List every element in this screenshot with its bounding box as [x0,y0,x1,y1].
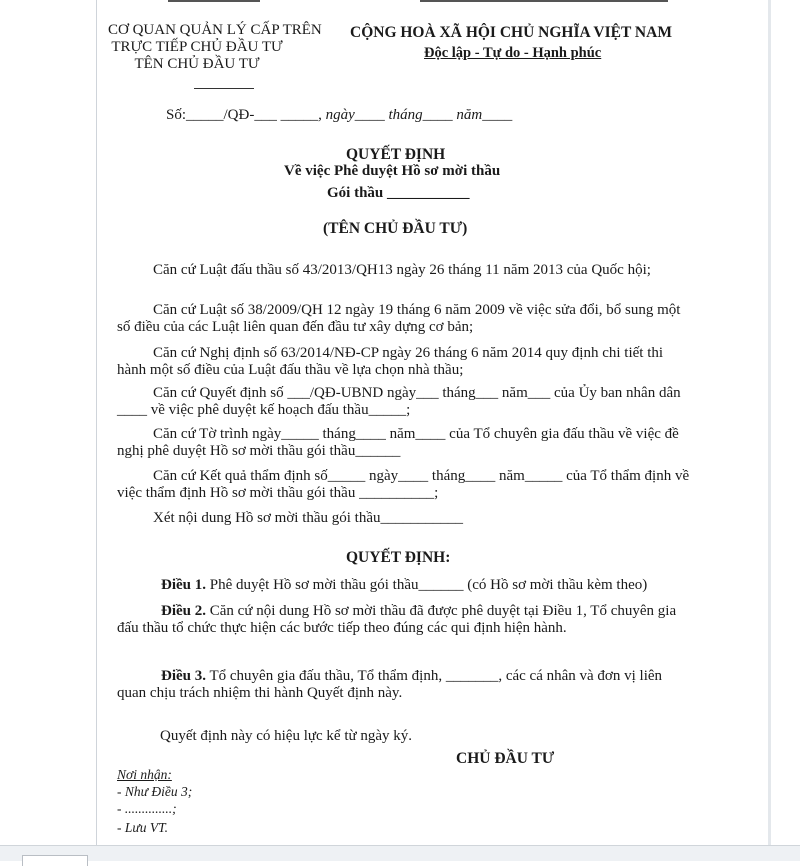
article-label: Điều 2. [161,603,206,619]
bottom-toolbar [0,845,800,861]
basis-paragraph: Căn cứ Luật đấu thầu số 43/2013/QH13 ngày 26 tháng 11 năm 2013 của Quốc hội; [153,262,651,278]
so-blanks: _____/QĐ-___ _____ [186,107,319,123]
article-2 [117,603,692,636]
agency-line: TRỰC TIẾP CHỦ ĐẦU TƯ [111,39,283,55]
basis-paragraph: Căn cứ Quyết định số ___/QĐ-UBND ngày___ tháng___ năm___ của Ủy ban nhân dân ____ về việc phê duyệt kế hoạch đấu thầu_____; [117,385,681,418]
recipient-item: - ..............; [117,801,177,816]
article-text: Tổ chuyên gia đấu thầu, Tổ thẩm định, _______, các cá nhân và đơn vị liên quan chịu trách nhiệm thi hành Quyết định này. [117,668,663,701]
agency-line: CƠ QUAN QUẢN LÝ CẤP TRÊN [108,22,322,38]
basis-paragraph: Căn cứ Luật số 38/2009/QH 12 ngày 19 tháng 6 năm 2009 về việc sửa đổi, bổ sung một số điều của các Luật liên quan đến đầu tư xây dựng cơ bản; [117,302,681,335]
national-title: CỘNG HOÀ XÃ HỘI CHỦ NGHĨA VIỆT NAM [350,24,672,41]
article-text: Phê duyệt Hồ sơ mời thầu gói thầu______ (có Hồ sơ mời thầu kèm theo) [206,577,648,593]
top-cut-line [168,0,260,2]
agency-underline [194,88,254,89]
investor-name: (TÊN CHỦ ĐẦU TƯ) [323,220,468,237]
basis-paragraph: Căn cứ Kết quả thẩm định số_____ ngày____ tháng____ năm_____ của Tổ thẩm định về việc thẩm định Hồ sơ mời thầu gói thầu __________; [117,468,690,501]
article-1 [117,577,692,594]
article-label: Điều 3. [161,668,206,684]
date-line: , ngày____ tháng____ năm____ [318,107,513,123]
page-right-edge [768,0,771,845]
decision-heading: QUYẾT ĐỊNH: [346,549,451,566]
issuing-agency [108,22,322,73]
reference-number [166,107,512,124]
effective-clause: Quyết định này có hiệu lực kể từ ngày ký. [160,728,413,744]
agency-line: TÊN CHỦ ĐẦU TƯ [134,56,260,72]
recipients-title: Nơi nhận: [117,767,172,782]
signature-title: CHỦ ĐẦU TƯ [456,750,555,767]
so-label: Số: [166,107,187,123]
article-text: Căn cứ nội dung Hồ sơ mời thầu đã được phê duyệt tại Điều 1, Tổ chuyên gia đấu thầu tổ chức thực hiện các bước tiếp theo đúng các qui định hiện hành. [117,603,677,636]
basis-paragraph: Xét nội dung Hồ sơ mời thầu gói thầu___________ [153,510,464,526]
recipient-item: - Như Điều 3; [117,784,193,799]
article-label: Điều 1. [161,577,206,593]
recipient-item: - Lưu VT. [117,820,168,835]
page-left-edge [96,0,97,845]
decision-title: QUYẾT ĐỊNH [346,146,446,163]
national-motto: Độc lập - Tự do - Hạnh phúc [424,45,602,61]
basis-paragraph: Căn cứ Nghị định số 63/2014/NĐ-CP ngày 26 tháng 6 năm 2014 quy định chi tiết thi hành một số điều của Luật đấu thầu về lựa chọn nhà thầu; [117,345,664,378]
decision-package: Gói thầu ___________ [327,185,470,201]
article-3 [117,668,692,701]
decision-subject: Về việc Phê duyệt Hồ sơ mời thầu [284,163,501,179]
bottom-tab[interactable] [22,855,88,866]
top-cut-line [420,0,668,2]
basis-paragraph: Căn cứ Tờ trình ngày_____ tháng____ năm____ của Tổ chuyên gia đấu thầu về việc đề nghị phê duyệt Hồ sơ mời thầu gói thầu______ [117,426,679,459]
